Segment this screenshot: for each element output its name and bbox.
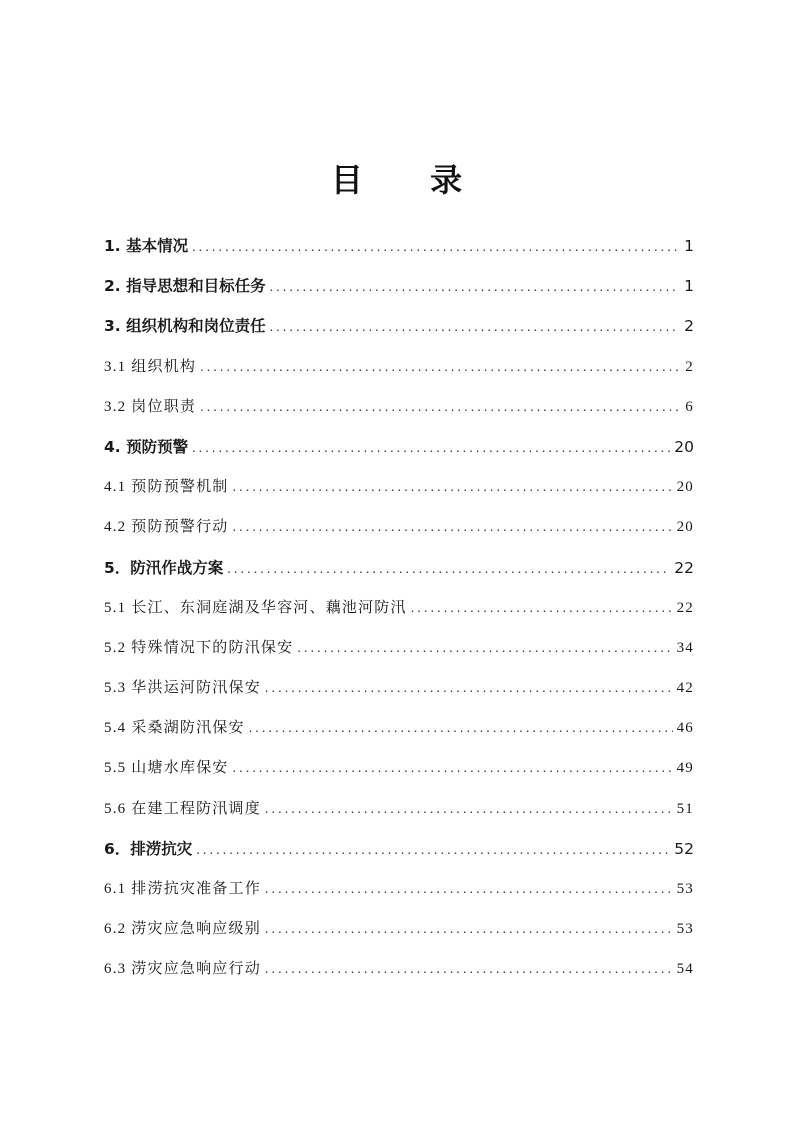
- toc-entry-label: 4. 预防预警: [104, 437, 189, 456]
- toc-subentry[interactable]: [104, 588, 694, 628]
- toc-leader-dots: [192, 429, 670, 469]
- toc-leader-dots: [265, 790, 673, 830]
- toc-subentry[interactable]: [104, 789, 694, 829]
- page-title: 目 录: [330, 161, 491, 199]
- toc-subentry[interactable]: [104, 387, 694, 427]
- toc-entry-page: 20: [676, 519, 694, 536]
- toc-entry-page: 34: [676, 639, 694, 656]
- toc-leader-dots: [233, 468, 673, 508]
- toc-subentry[interactable]: [104, 708, 694, 748]
- toc-leader-dots: [411, 589, 673, 629]
- toc-entry[interactable]: [104, 226, 694, 266]
- toc-entry-page: 42: [676, 680, 694, 697]
- toc-entry-page: 6: [685, 398, 694, 415]
- toc-entry-page: 2: [684, 317, 694, 336]
- toc-leader-dots: [192, 228, 678, 268]
- toc-entry-page: 54: [676, 961, 694, 978]
- toc-entry-page: 20: [674, 437, 694, 456]
- toc-subentry[interactable]: [104, 748, 694, 788]
- toc-entry-label: 6.1 排涝抗灾准备工作: [104, 881, 261, 897]
- toc-leader-dots: [265, 950, 673, 990]
- toc-entry-label: 5.2 特殊情况下的防汛保安: [104, 639, 294, 656]
- toc-entry-label: 5.4 采桑湖防汛保安: [104, 720, 245, 737]
- toc-entry-label: 4.1 预防预警机制: [104, 479, 229, 496]
- toc-entry-page: 53: [676, 921, 694, 938]
- toc-entry-page: 22: [676, 599, 694, 616]
- toc-entry-page: 22: [674, 558, 694, 577]
- toc-leader-dots: [265, 870, 673, 910]
- toc-subentry[interactable]: [104, 467, 694, 507]
- toc-subentry[interactable]: [104, 507, 694, 547]
- toc-subentry[interactable]: [104, 347, 694, 387]
- toc-entry-label: 6.3 涝灾应急响应行动: [104, 961, 261, 978]
- toc-entry-label: 5．防汛作战方案: [104, 558, 224, 577]
- toc-subentry[interactable]: [104, 869, 694, 909]
- toc-leader-dots: [233, 508, 673, 548]
- toc-leader-dots: [270, 268, 678, 308]
- toc-leader-dots: [249, 709, 673, 749]
- toc-entry-label: 2. 指导思想和目标任务: [104, 277, 266, 296]
- toc-entry-page: 52: [674, 839, 694, 858]
- toc-leader-dots: [196, 831, 670, 871]
- toc-entry-label: 6．排涝抗灾: [104, 839, 193, 858]
- toc-entry-page: 46: [676, 720, 694, 737]
- toc-entry-label: 1. 基本情况: [104, 237, 189, 255]
- toc-entry-page: 53: [676, 881, 694, 897]
- toc-entry-label: 3. 组织机构和岗位责任: [104, 317, 266, 336]
- toc-leader-dots: [200, 348, 678, 388]
- toc-entry-page: 1: [684, 277, 694, 296]
- toc-entry-label: 5.3 华洪运河防汛保安: [104, 680, 261, 697]
- toc-subentry[interactable]: [104, 628, 694, 668]
- toc-entry-label: 3.2 岗位职责: [104, 398, 197, 415]
- toc-leader-dots: [265, 910, 673, 950]
- toc-entry-label: 5.6 在建工程防汛调度: [104, 800, 261, 817]
- toc-entry-page: 1: [684, 237, 694, 255]
- toc-leader-dots: [200, 388, 678, 428]
- toc-entry[interactable]: [104, 306, 694, 346]
- toc-entry-page: 49: [676, 760, 694, 777]
- toc-entry-label: 6.2 涝灾应急响应级别: [104, 921, 261, 938]
- toc-leader-dots: [270, 308, 678, 348]
- toc-entry[interactable]: [104, 829, 694, 869]
- toc-leader-dots: [297, 629, 672, 669]
- toc-entry-page: 51: [676, 800, 694, 817]
- toc-entry-label: 5.5 山塘水库保安: [104, 760, 229, 777]
- toc-entry[interactable]: [104, 266, 694, 306]
- table-of-contents: [104, 226, 694, 990]
- toc-leader-dots: [265, 669, 673, 709]
- toc-subentry[interactable]: [104, 949, 694, 989]
- toc-subentry[interactable]: [104, 909, 694, 949]
- toc-entry-page: 20: [676, 479, 694, 496]
- toc-subentry[interactable]: [104, 668, 694, 708]
- toc-leader-dots: [233, 749, 673, 789]
- toc-entry[interactable]: [104, 548, 694, 588]
- toc-entry-page: 2: [685, 358, 694, 375]
- toc-entry-label: 3.1 组织机构: [104, 358, 197, 375]
- toc-entry[interactable]: [104, 427, 694, 467]
- toc-leader-dots: [227, 550, 670, 590]
- toc-entry-label: 5.1 长江、东洞庭湖及华容河、藕池河防汛: [104, 599, 407, 616]
- toc-entry-label: 4.2 预防预警行动: [104, 519, 229, 536]
